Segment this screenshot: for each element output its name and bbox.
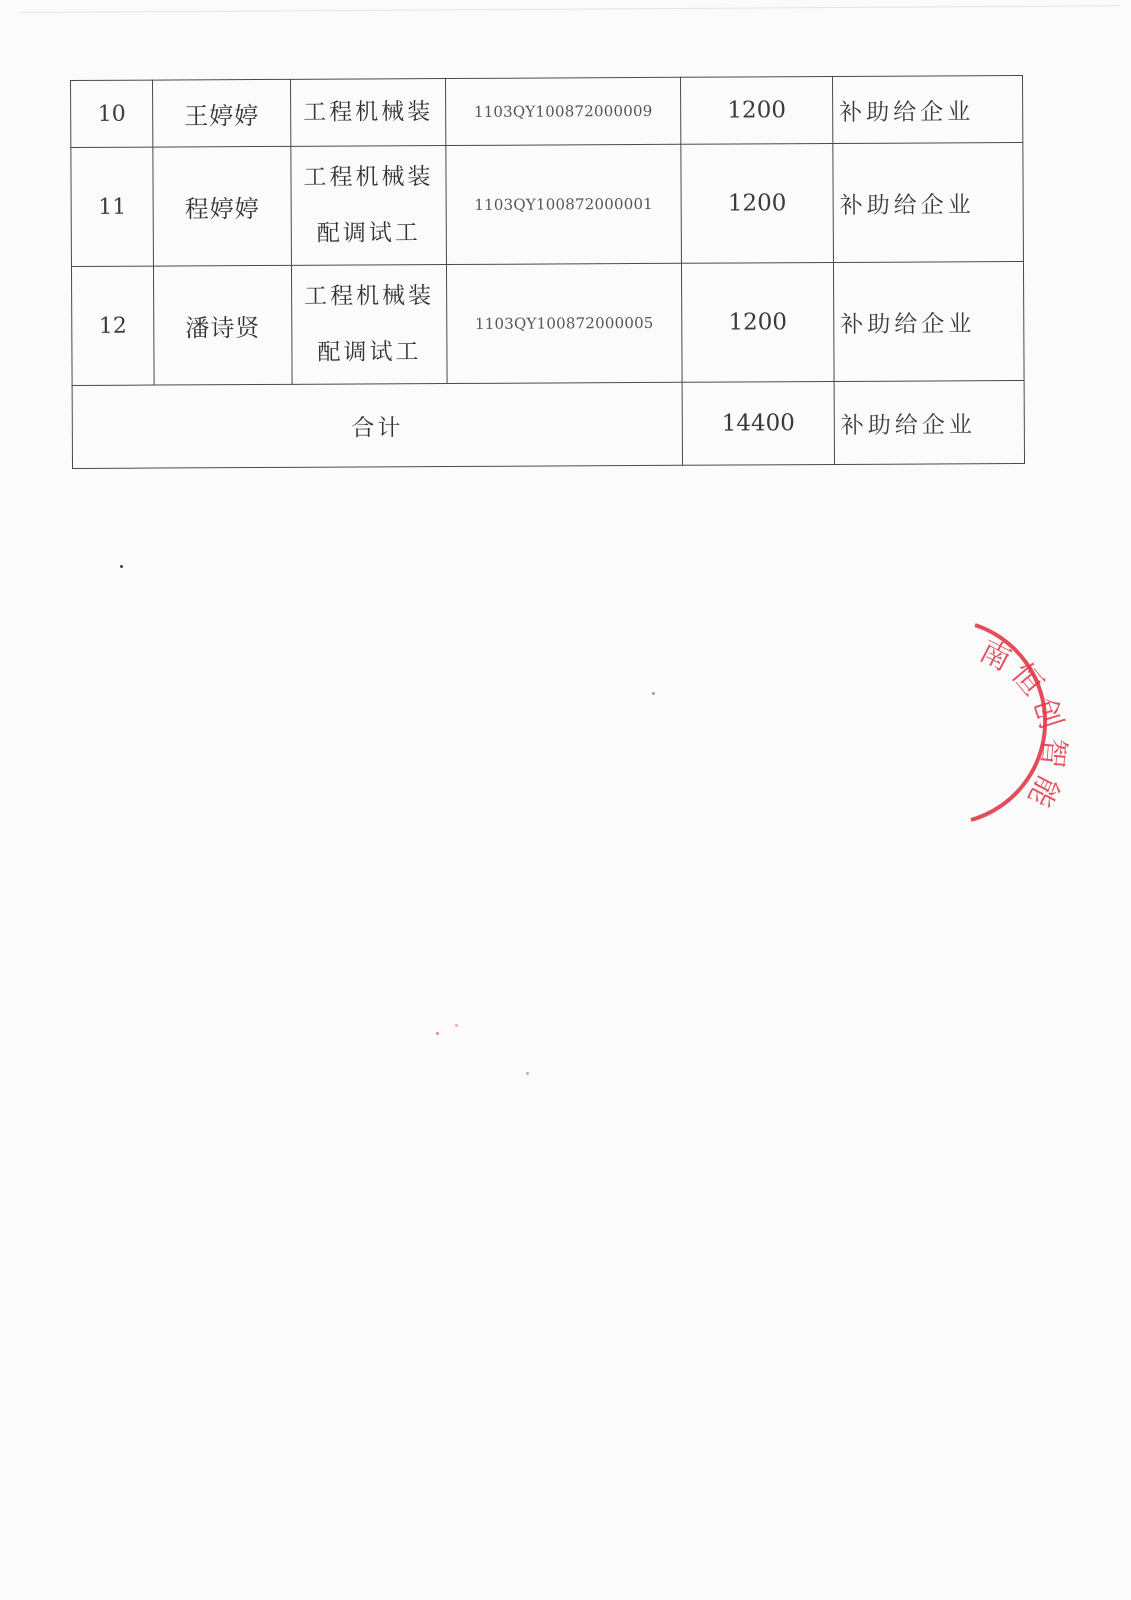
row-number: 10 <box>71 80 153 147</box>
scan-speck <box>526 1072 529 1075</box>
certificate-number: 1103QY100872000001 <box>446 144 682 264</box>
remark: 补助给企业 <box>832 76 1022 144</box>
row-number: 11 <box>71 147 154 266</box>
subsidy-table <box>70 75 1025 469</box>
total-remark: 补助给企业 <box>834 381 1024 465</box>
total-label: 合计 <box>72 382 682 468</box>
certificate-number: 1103QY100872000009 <box>445 77 680 145</box>
table-row <box>71 262 1024 386</box>
scan-speck <box>436 1032 439 1035</box>
subsidy-amount: 1200 <box>680 77 832 145</box>
scan-speck <box>652 692 655 695</box>
seal-text: 南恒创智能 <box>973 633 1072 818</box>
scan-speck <box>120 565 123 568</box>
person-name: 潘诗贤 <box>153 265 292 385</box>
job-title-line: 工程机械装 <box>303 164 434 191</box>
company-seal-icon <box>905 615 1105 835</box>
subsidy-table-wrapper <box>70 75 1024 469</box>
person-name: 程婷婷 <box>153 146 292 266</box>
remark: 补助给企业 <box>833 262 1024 382</box>
remark: 补助给企业 <box>833 143 1024 263</box>
job-title-line: 工程机械装 <box>303 99 434 126</box>
scan-speck <box>455 1024 458 1027</box>
job-title-line: 配调试工 <box>316 220 421 247</box>
total-row <box>72 381 1024 469</box>
row-number: 12 <box>71 266 154 385</box>
job-title <box>291 265 447 385</box>
table-row <box>71 76 1023 148</box>
subsidy-amount: 1200 <box>681 263 834 383</box>
subsidy-amount: 1200 <box>681 144 834 264</box>
table-row <box>71 143 1024 267</box>
page-edge <box>20 5 1120 13</box>
certificate-number: 1103QY100872000005 <box>446 263 682 383</box>
job-title <box>291 146 447 266</box>
job-title-line: 配调试工 <box>317 339 422 366</box>
job-title-line: 工程机械装 <box>304 283 435 310</box>
total-amount: 14400 <box>682 382 834 466</box>
job-title <box>290 79 445 147</box>
person-name: 王婷婷 <box>153 79 291 147</box>
